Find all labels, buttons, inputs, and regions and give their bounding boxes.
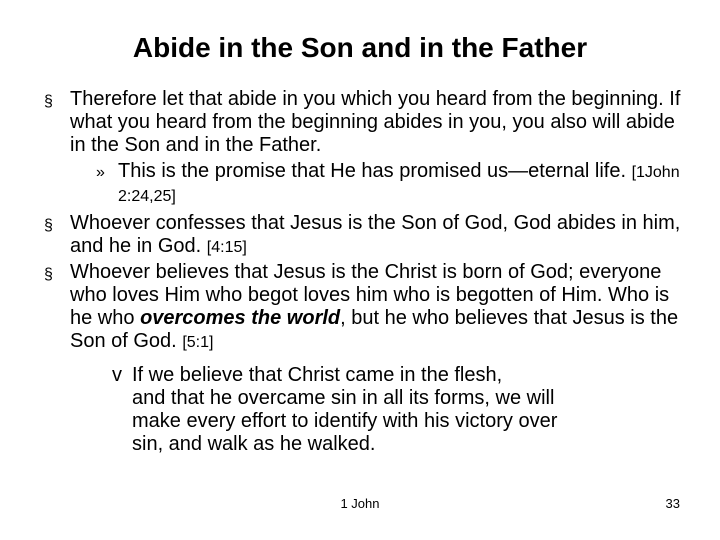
scripture-reference: [4:15] [206, 239, 247, 256]
bullet-1-sub [96, 160, 696, 208]
page-number: 33 [665, 496, 680, 511]
bullet-2-text-wrap [44, 212, 684, 259]
bullet-3-sub-first-line: If we believe that Christ came in the flesh, [132, 364, 503, 386]
bullet-3-sub [112, 364, 572, 456]
slide-title: Abide in the Son and in the Father [132, 32, 588, 63]
bullet-3-text-before: Whoever believes that Jesus is the Christ is born of God; everyone who loves Him who begot loves him who is begotten of Him. Who is he who [70, 261, 670, 329]
bullet-3-emphasis: overcomes the world [140, 307, 341, 329]
bullet-3-text-wrap [44, 261, 684, 354]
sub-bullet-diamond-icon: v [112, 364, 122, 386]
bullet-marker: § [44, 266, 53, 283]
bullet-2 [44, 212, 684, 259]
bullet-1-sub-text: This is the promise that He has promised us—eternal life. [118, 160, 626, 182]
bullet-1 [44, 88, 684, 157]
footer-label: 1 John [340, 496, 380, 511]
bullet-3-text-after: , but he who believes that Jesus is the Son of God. [70, 307, 679, 352]
bullet-2-text: Whoever confesses that Jesus is the Son of God, God abides in him, and he in God. [70, 212, 681, 257]
scripture-reference: [1John 2:24,25] [118, 164, 680, 205]
bullet-1-text: Therefore let that abide in you which you heard from the beginning. If what you heard from the beginning abides in you, you also will abide in the Son and in the Father. [70, 88, 681, 156]
bullet-marker: § [44, 217, 53, 234]
bullet-3-sub-rest: and that he overcame sin in all its forms, we will make every effort to identify with his victory over sin, and walk as he walked. [132, 387, 558, 455]
bullet-marker: § [44, 93, 53, 110]
bullet-1-sub-text-wrap [96, 160, 696, 208]
bullet-3 [44, 261, 684, 354]
sub-bullet-marker: » [96, 164, 105, 181]
scripture-reference: [5:1] [182, 334, 214, 351]
